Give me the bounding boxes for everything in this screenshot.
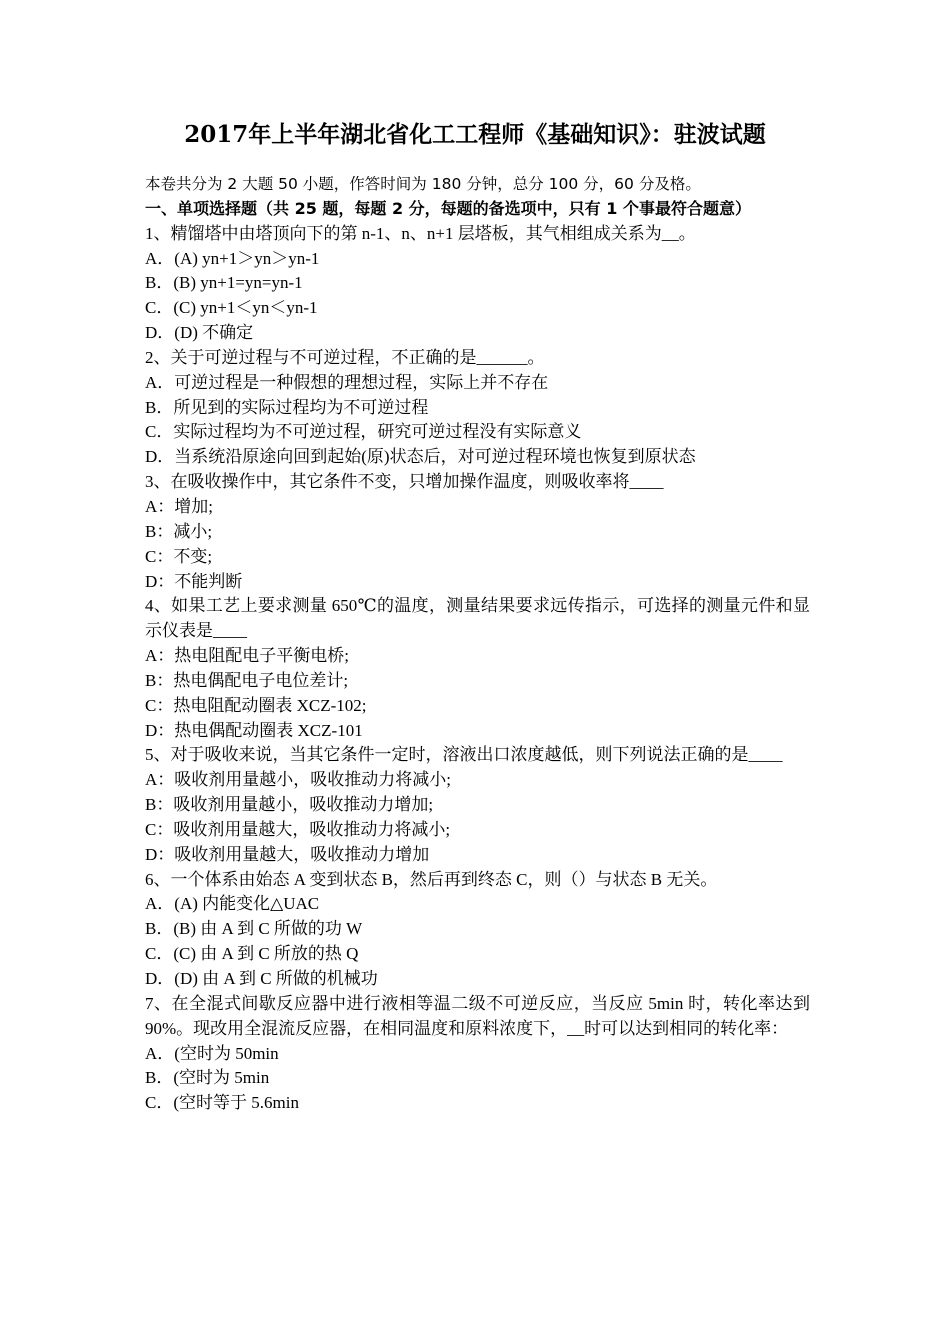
- question-stem: 6、一个体系由始态 A 变到状态 B，然后再到终态 C，则（）与状态 B 无关。: [145, 869, 718, 889]
- option-c: C．(C) 由 A 到 C 所放的热 Q: [145, 944, 359, 964]
- option-d: D：吸收剂用量越大，吸收推动力增加: [145, 844, 430, 864]
- option-c: C：吸收剂用量越大，吸收推动力将减小;: [145, 819, 451, 839]
- option-a: A：吸收剂用量越小，吸收推动力将减小;: [145, 770, 451, 790]
- option-a: A．(空时为 50min: [145, 1043, 279, 1063]
- question-stem: 2、关于可逆过程与不可逆过程，不正确的是______。: [145, 347, 545, 367]
- question-5: [145, 743, 810, 867]
- option-c: C．实际过程均为不可逆过程，研究可逆过程没有实际意义: [145, 422, 582, 442]
- question-7: [145, 992, 810, 1116]
- question-1: [145, 222, 810, 346]
- option-c: C：热电阻配动圈表 XCZ-102;: [145, 695, 367, 715]
- option-a: A．可逆过程是一种假想的理想过程，实际上并不存在: [145, 372, 549, 392]
- option-a: A．(A) yn+1＞yn＞yn-1: [145, 248, 320, 268]
- question-stem: 3、在吸收操作中，其它条件不变，只增加操作温度，则吸收率将____: [145, 472, 664, 492]
- question-stem: 5、对于吸收来说，当其它条件一定时，溶液出口浓度越低，则下列说法正确的是____: [145, 745, 783, 765]
- option-a: A．(A) 内能变化△UAC: [145, 894, 320, 914]
- option-b: B：减小;: [145, 521, 213, 541]
- option-b: B：吸收剂用量越小，吸收推动力增加;: [145, 795, 434, 815]
- question-3: [145, 470, 810, 594]
- option-d: D：热电偶配动圈表 XCZ-101: [145, 720, 363, 740]
- option-c: C．(C) yn+1＜yn＜yn-1: [145, 298, 318, 318]
- option-d: D：不能判断: [145, 571, 243, 591]
- section-title: 一、单项选择题（共 25 题，每题 2 分，每题的备选项中，只有 1 个事最符合题意）: [145, 198, 751, 218]
- option-b: B．(空时为 5min: [145, 1068, 270, 1088]
- option-b: B．所见到的实际过程均为不可逆过程: [145, 397, 429, 417]
- option-d: D．(D) 由 A 到 C 所做的机械功: [145, 969, 378, 988]
- option-d: D．(D) 不确定: [145, 323, 254, 343]
- question-6: [145, 868, 810, 992]
- question-stem: 1、精馏塔中由塔顶向下的第 n-1、n、n+1 层塔板，其气相组成关系为__。: [145, 223, 696, 243]
- option-c: C．(空时等于 5.6min: [145, 1093, 299, 1113]
- document-title: 2017年上半年湖北省化工工程师《基础知识》：驻波试题: [184, 121, 766, 148]
- question-2: [145, 346, 810, 470]
- option-a: A：增加;: [145, 496, 213, 516]
- document-body: [145, 172, 810, 1116]
- option-c: C：不变;: [145, 546, 213, 566]
- option-d: D．当系统沿原途向回到起始(原)状态后，对可逆过程环境也恢复到原状态: [145, 447, 696, 467]
- option-b: B．(B) 由 A 到 C 所做的功 W: [145, 919, 363, 939]
- option-a: A：热电阻配电子平衡电桥;: [145, 646, 349, 666]
- option-b: B．(B) yn+1=yn=yn-1: [145, 273, 303, 293]
- exam-intro: 本卷共分为 2 大题 50 小题，作答时间为 180 分钟，总分 100 分，60 分及格。: [145, 175, 701, 193]
- question-stem: 7、在全混式间歇反应器中进行液相等温二级不可逆反应，当反应 5min 时，转化率达到 90%。现改用全混流反应器，在相同温度和原料浓度下，__时可以达到相同的转化率：: [145, 993, 810, 1038]
- option-b: B：热电偶配电子电位差计;: [145, 670, 349, 690]
- question-stem: 4、如果工艺上要求测量 650℃的温度，测量结果要求远传指示，可选择的测量元件和显示仪表是____: [145, 596, 810, 641]
- question-4: [145, 594, 810, 743]
